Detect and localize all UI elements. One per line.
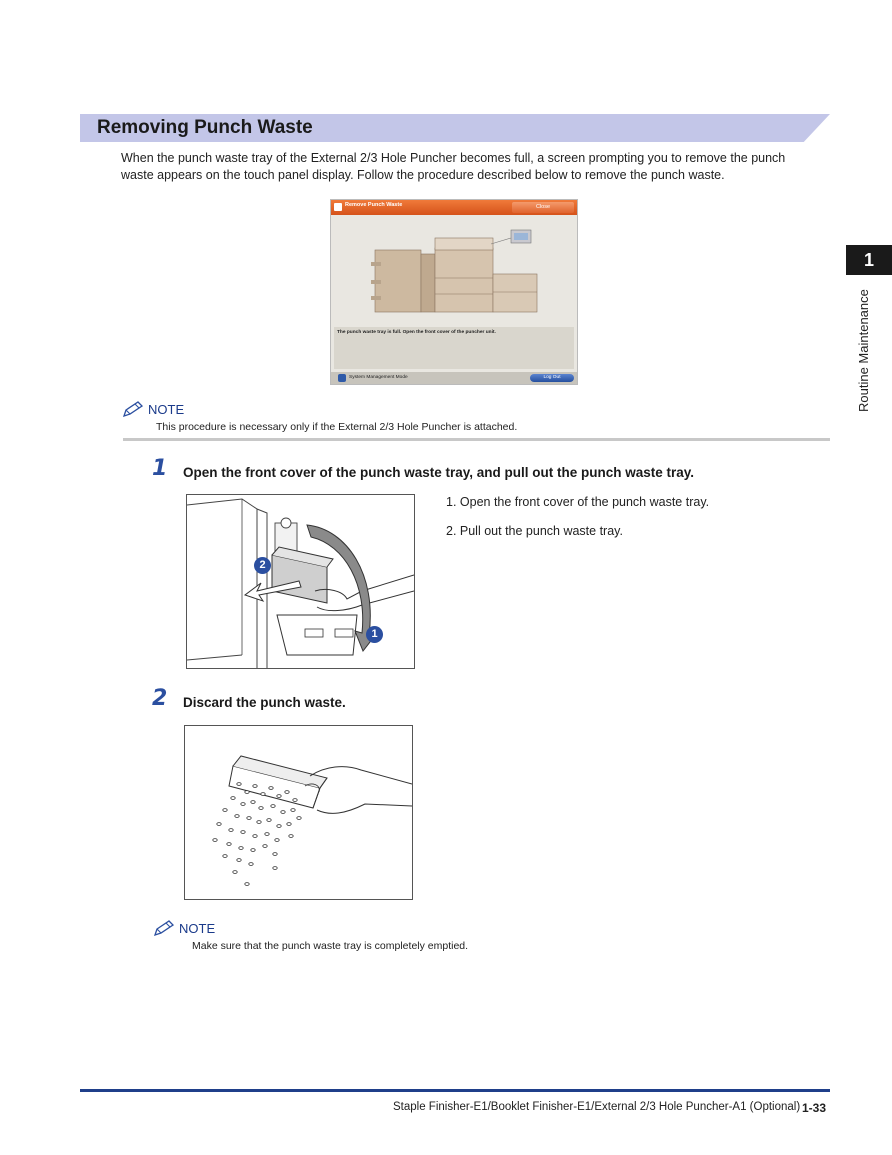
intro-paragraph: When the punch waste tray of the External 2/3 Hole Puncher becomes full, a screen prompting you to remove the punch waste appears on the touch panel display. Follow the procedure described below to remove the punch waste. — [121, 151, 786, 182]
footer-rule — [80, 1089, 830, 1092]
substep-1: 1. Open the front cover of the punch waste tray. — [446, 495, 710, 509]
note-label: NOTE — [179, 921, 216, 936]
screen-logout-button: Log Out — [530, 374, 574, 382]
callout-2: 2 — [254, 557, 271, 574]
footer-text: Staple Finisher-E1/Booklet Finisher-E1/External 2/3 Hole Puncher-A1 (Optional) — [393, 1101, 801, 1113]
step-title: Open the front cover of the punch waste tray, and pull out the punch waste tray. — [183, 465, 695, 480]
discard-waste-illustration — [185, 726, 412, 899]
substep-2: 2. Pull out the punch waste tray. — [446, 524, 623, 538]
page-number: 1-33 — [802, 1101, 827, 1115]
screen-title: Remove Punch Waste — [345, 202, 403, 208]
step-1-figure — [186, 494, 415, 669]
open-tray-illustration — [187, 495, 414, 668]
callout-1: 1 — [366, 626, 383, 643]
system-management-icon — [338, 374, 346, 382]
step-number: 2 — [152, 686, 168, 711]
note-text: This procedure is necessary only if the External 2/3 Hole Puncher is attached. — [156, 421, 518, 433]
chapter-number-tab: 1 — [846, 245, 892, 275]
machine-illustration — [371, 228, 551, 320]
screen-title-icon — [334, 203, 342, 211]
step-title: Discard the punch waste. — [183, 695, 346, 710]
section-title: Removing Punch Waste — [97, 117, 313, 138]
touch-panel-screenshot — [330, 199, 578, 385]
note-pencil-icon — [152, 919, 176, 937]
screen-footer-label: System Management Mode — [349, 375, 408, 380]
chapter-label: Routine Maintenance — [856, 289, 871, 412]
note-divider — [123, 438, 830, 441]
screen-message: The punch waste tray is full. Open the front cover of the puncher unit. — [337, 330, 496, 335]
step-number: 1 — [152, 456, 168, 481]
screen-close-button: Close — [512, 202, 574, 213]
step-2-figure — [184, 725, 413, 900]
note-label: NOTE — [148, 402, 185, 417]
note-text: Make sure that the punch waste tray is completely emptied. — [192, 940, 469, 952]
note-pencil-icon — [121, 400, 145, 418]
